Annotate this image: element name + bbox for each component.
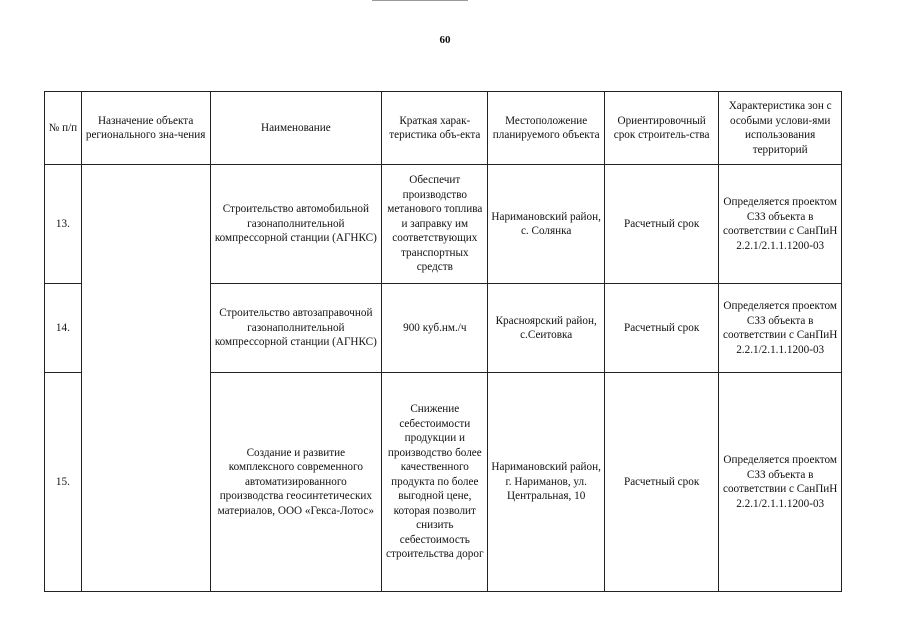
cell-term: Расчетный срок: [604, 284, 718, 373]
cell-term: Расчетный срок: [604, 165, 718, 284]
cell-purpose: [81, 165, 210, 592]
cell-name: Создание и развитие комплексного современного автоматизированного производства геосинтетических материалов, ООО «Гекса-Лотос»: [210, 373, 382, 592]
scan-artifact-line: [372, 0, 468, 1]
cell-zones: Определяется проектом СЗЗ объекта в соответствии с СанПиН 2.2.1/2.1.1.1200-03: [719, 284, 842, 373]
cell-number: 15.: [45, 373, 82, 592]
cell-location: Красноярский район, с.Сеитовка: [488, 284, 604, 373]
cell-name: Строительство автомобильной газонаполнительной компрессорной станции (АГНКС): [210, 165, 382, 284]
header-zones: Характеристика зон с особыми услови-ями использования территорий: [719, 92, 842, 165]
cell-zones: Определяется проектом СЗЗ объекта в соответствии с СанПиН 2.2.1/2.1.1.1200-03: [719, 373, 842, 592]
cell-name: Строительство автозаправочной газонаполнительной компрессорной станции (АГНКС): [210, 284, 382, 373]
cell-characteristic: Снижение себестоимости продукции и производство более качественного продукта по более выгодной цене, которая позволит снизить себестоимость строительства дорог: [382, 373, 488, 592]
page-number: 60: [439, 34, 451, 46]
header-number: № п/п: [45, 92, 82, 165]
table-header-row: [45, 92, 842, 165]
cell-location: Наримановский район, г. Нариманов, ул. Центральная, 10: [488, 373, 604, 592]
header-purpose: Назначение объекта регионального зна-чения: [81, 92, 210, 165]
header-location: Местоположение планируемого объекта: [488, 92, 604, 165]
cell-characteristic: Обеспечит производство метанового топлива и заправку им соответствующих транспортных средств: [382, 165, 488, 284]
cell-location: Наримановский район, с. Солянка: [488, 165, 604, 284]
header-term: Ориентировочный срок строитель-ства: [604, 92, 718, 165]
cell-number: 14.: [45, 284, 82, 373]
cell-zones: Определяется проектом СЗЗ объекта в соответствии с СанПиН 2.2.1/2.1.1.1200-03: [719, 165, 842, 284]
table-row: [45, 165, 842, 284]
cell-number: 13.: [45, 165, 82, 284]
cell-term: Расчетный срок: [604, 373, 718, 592]
header-name: Наименование: [210, 92, 382, 165]
cell-characteristic: 900 куб.нм./ч: [382, 284, 488, 373]
regional-objects-table: [44, 91, 842, 592]
header-characteristic: Краткая харак-теристика объ-екта: [382, 92, 488, 165]
